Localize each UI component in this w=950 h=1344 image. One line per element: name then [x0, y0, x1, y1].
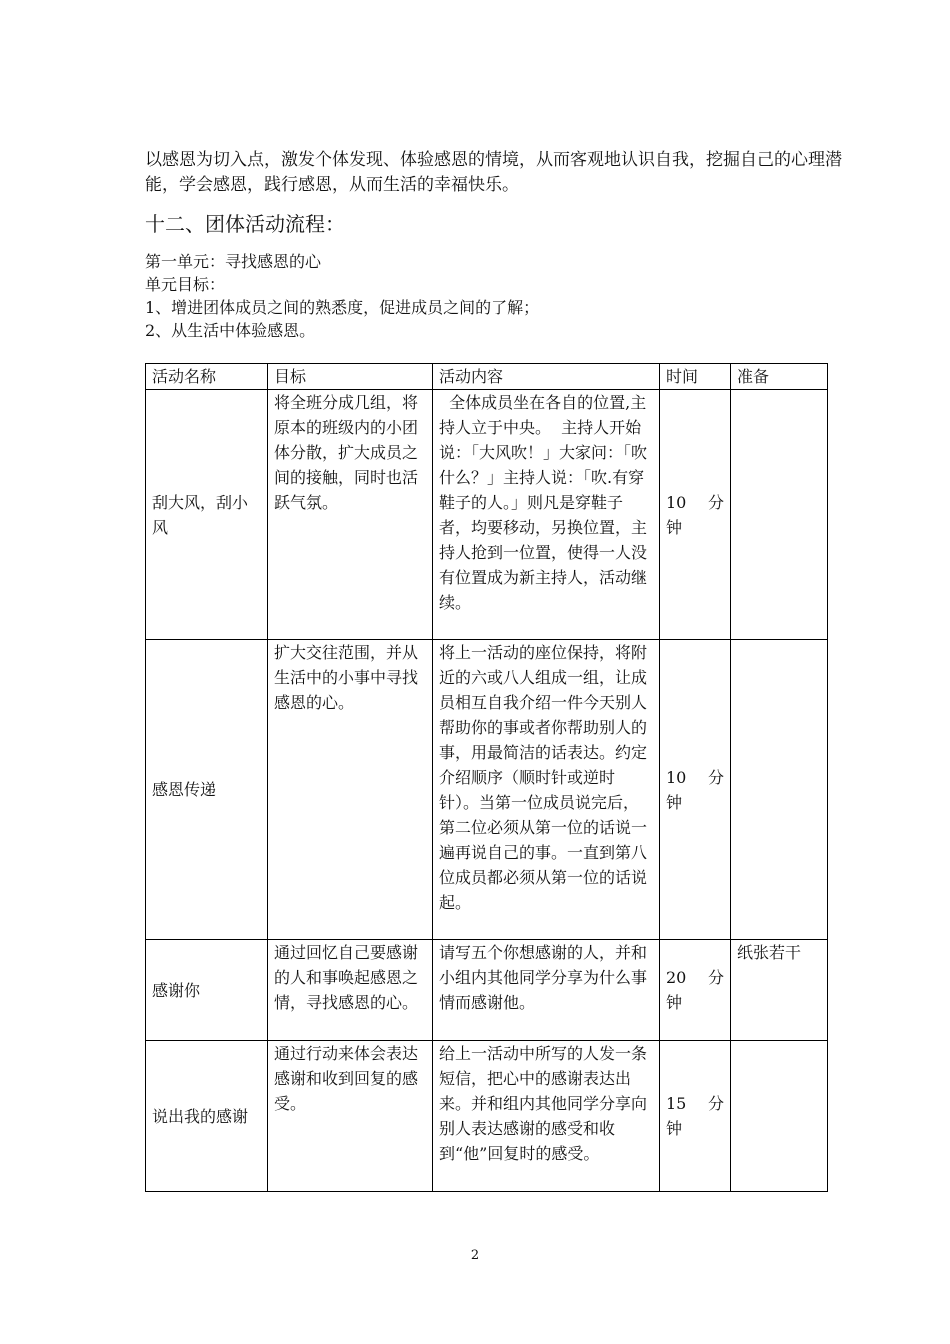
unit-title: 第一单元：寻找感恩的心: [145, 252, 322, 271]
time-unit-suffix: 钟: [666, 792, 683, 812]
activity-table: [145, 363, 828, 1192]
activity-name: 感恩传递: [146, 640, 268, 940]
unit-block: [145, 250, 539, 342]
section-heading: 十二、团体活动流程：: [145, 212, 345, 236]
unit-goal-item: 2、从生活中体验感恩。: [145, 321, 316, 340]
table-header-row: [146, 364, 828, 390]
activity-name: 感谢你: [146, 940, 268, 1041]
time-value: 10: [666, 492, 687, 512]
time-unit-suffix: 钟: [666, 993, 683, 1012]
intro-paragraph: 以感恩为切入点，激发个体发现、体验感恩的情境，从而客观地认识自我，挖掘自己的心理潜能，学会感恩，践行感恩，从而生活的幸福快乐。: [145, 150, 842, 195]
header-time: 时间: [660, 364, 731, 390]
table-row: [146, 1041, 828, 1192]
activity-time: [660, 940, 731, 1041]
time-unit-suffix: 钟: [666, 517, 683, 537]
header-prep: 准备: [731, 364, 828, 390]
activity-prep: [731, 640, 828, 940]
activity-goal: 通过回忆自己要感谢的人和事唤起感恩之情，寻找感恩的心。: [268, 940, 433, 1041]
header-activity-name: 活动名称: [146, 364, 268, 390]
time-unit: 分: [707, 1094, 724, 1113]
activity-goal: 通过行动来体会表达感谢和收到回复的感受。: [268, 1041, 433, 1192]
time-unit: 分: [707, 968, 724, 987]
activity-content: 将上一活动的座位保持，将附近的六或八人组成一组，让成员相互自我介绍一件今天别人帮助你的事或者你帮助别人的事，用最简洁的话表达。约定介绍顺序（顺时针或逆时针）。当第一位成员说完后，第二位必须从第一位的话说一遍再说自己的事。一直到第八位成员都必须从第一位的话说起。: [433, 640, 660, 940]
time-unit-suffix: 钟: [666, 1119, 683, 1138]
activity-goal: 将全班分成几组，将原本的班级内的小团体分散，扩大成员之间的接触，同时也活跃气氛。: [268, 390, 433, 640]
unit-goal-item: 1、增进团体成员之间的熟悉度，促进成员之间的了解；: [145, 298, 540, 317]
activity-name: 说出我的感谢: [146, 1041, 268, 1192]
page-number: 2: [470, 1248, 480, 1263]
activity-content: 全体成员坐在各自的位置,主持人立于中央。 主持人开始说：「大风吹！」大家问：「吹什么？」主持人说：「吹.有穿鞋子的人。」则凡是穿鞋子者，均要移动，另换位置，主持人抢到一位置，使得一人没有位置成为新主持人，活动继续。: [433, 390, 660, 640]
activity-prep: [731, 1041, 828, 1192]
time-unit: 分: [707, 767, 724, 787]
activity-prep: 纸张若干: [731, 940, 828, 1041]
activity-prep: [731, 390, 828, 640]
time-value: 15: [666, 1094, 687, 1113]
unit-goal-label: 单元目标：: [145, 275, 226, 294]
activity-time: [660, 1041, 731, 1192]
header-goal: 目标: [268, 364, 433, 390]
activity-goal: 扩大交往范围，并从生活中的小事中寻找感恩的心。: [268, 640, 433, 940]
activity-time: [660, 640, 731, 940]
table-row: [146, 940, 828, 1041]
activity-content: 请写五个你想感谢的人，并和小组内其他同学分享为什么事情而感谢他。: [433, 940, 660, 1041]
activity-content: 给上一活动中所写的人发一条短信，把心中的感谢表达出来。并和组内其他同学分享向别人表达感谢的感受和收到“他”回复时的感受。: [433, 1041, 660, 1192]
activity-name: 刮大风，刮小风: [146, 390, 268, 640]
table-row: [146, 640, 828, 940]
time-unit: 分: [707, 492, 724, 512]
time-value: 20: [666, 968, 687, 987]
table-row: [146, 390, 828, 640]
time-value: 10: [666, 767, 687, 787]
activity-time: [660, 390, 731, 640]
header-content: 活动内容: [433, 364, 660, 390]
